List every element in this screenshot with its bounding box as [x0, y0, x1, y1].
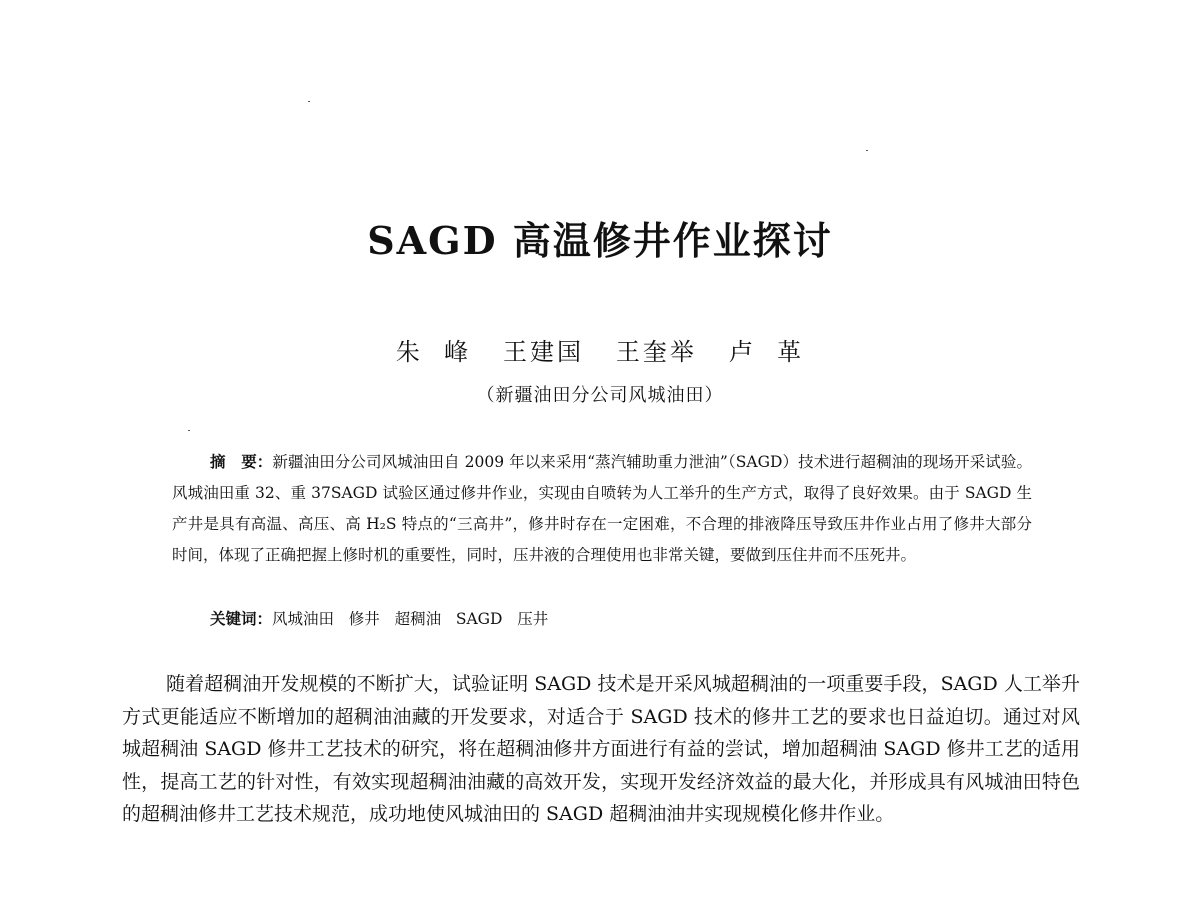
abstract-label: 摘 要： — [210, 452, 273, 471]
scan-speck — [866, 150, 868, 151]
paper-title: SAGD 高温修井作业探讨 — [367, 218, 833, 263]
abstract — [172, 446, 1032, 571]
keywords-text: 风城油田 修井 超稠油 SAGD 压井 — [272, 610, 549, 628]
keywords — [210, 603, 1030, 635]
body-paragraph: 随着超稠油开发规模的不断扩大，试验证明 SAGD 技术是开采风城超稠油的一项重要手段，SAGD 人工举升方式更能适应不断增加的超稠油油藏的开发要求，对适合于 SAGD 技术的修井工艺的要求也日益迫切。通过对风城超稠油 SAGD 修井工艺技术的研究，将在超稠油修井方面进行有益的尝试，增加超稠油 SAGD 修井工艺的适用性，提高工艺的针对性，有效实现超稠油油藏的高效开发，实现开发经济效益的最大化，并形成具有风城油田特色的超稠油修井工艺技术规范，成功地使风城油田的 SAGD 超稠油油井实现规模化修井作业。 — [122, 673, 1080, 825]
author-list: 朱 峰 王建国 王奎举 卢 革 — [395, 338, 805, 366]
scan-speck — [308, 101, 310, 102]
abstract-text: 新疆油田分公司风城油田自 2009 年以来采用“蒸汽辅助重力泄油”（SAGD）技术进行超稠油的现场开采试验。风城油田重 32、重 37SAGD 试验区通过修井作业，实现由自喷转为人工举升的生产方式，取得了良好效果。由于 SAGD 生产井是具有高温、高压、高 H₂S 特点的“三高井”，修井时存在一定困难，不合理的排液降压导致压井作业占用了修井大部分时间，体现了正确把握上修时机的重要性，同时，压井液的合理使用也非常关键，要做到压住井而不压死井。 — [172, 453, 1032, 564]
scan-speck — [188, 430, 190, 431]
keywords-label: 关键词： — [210, 609, 273, 628]
affiliation: （新疆油田分公司风城油田） — [476, 385, 724, 406]
